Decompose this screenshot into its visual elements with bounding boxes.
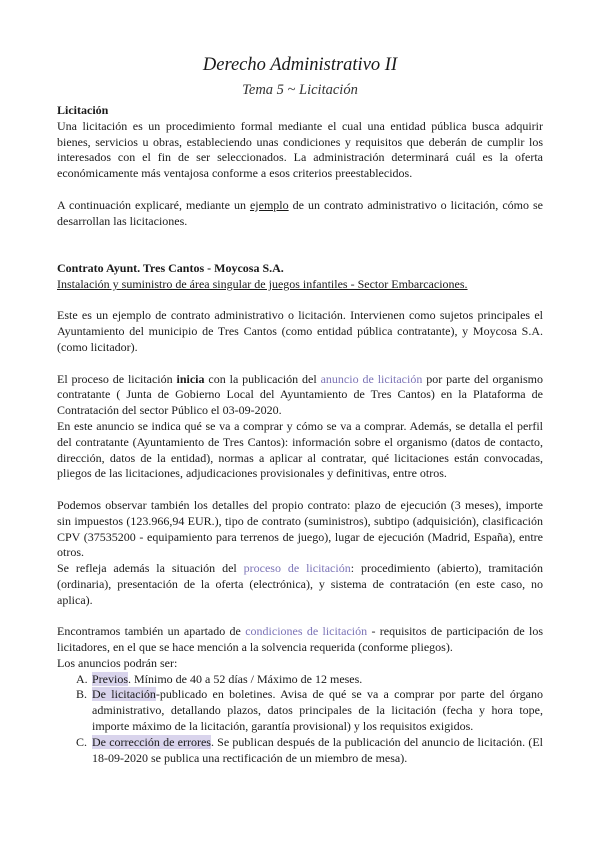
text-run: - requisitos de participación de los licitadores, en el que se hace mención a la solvencia requerida (conforme pliegos). bbox=[57, 624, 544, 655]
highlighted-term: De corrección de errores bbox=[92, 734, 211, 749]
document-title: Derecho Administrativo II bbox=[202, 55, 398, 75]
text-run: de un contrato administrativo o licitación, cómo se desarrollan las licitaciones. bbox=[57, 197, 543, 228]
text-run: con la publicación del bbox=[204, 371, 321, 386]
announcement-types-list bbox=[57, 672, 543, 767]
document-body bbox=[57, 103, 543, 766]
list-marker: B. bbox=[76, 687, 88, 702]
condiciones-licitacion-link[interactable]: condiciones de licitación bbox=[245, 624, 368, 639]
list-item bbox=[57, 672, 543, 688]
document-subtitle: Tema 5 ~ Licitación bbox=[242, 82, 358, 98]
proceso-licitacion-link[interactable]: proceso de licitación bbox=[243, 561, 351, 576]
list-item bbox=[57, 735, 543, 767]
list-item-text: . Se publican después de la publicación del anuncio de licitación. (El 18-09-2020 se publica una rectificación de un miembro de mesa). bbox=[92, 734, 544, 765]
text-run: A continuación explicaré, mediante un bbox=[57, 197, 250, 212]
text-run: por parte del organismo contratante ( Junta de Gobierno Local del Ayuntamiento de Tres Cantos) en la Plataforma de Contratación del sector Público el 03-09-2020. bbox=[57, 371, 543, 418]
paragraph-intro-example bbox=[57, 198, 543, 230]
list-marker: A. bbox=[76, 671, 88, 686]
list-item-text: -publicado en boletines. Avisa de qué se va a comprar por parte del órgano administrativo, detallando plazos, datos principales de la licitación (fecha y hora tope, importe máximo de la licitación, garantía provisional) y los requisitos exigidos. bbox=[92, 687, 543, 734]
list-marker: C. bbox=[76, 734, 88, 749]
list-intro: Los anuncios podrán ser: bbox=[57, 655, 178, 670]
section-heading-licitacion: Licitación bbox=[57, 103, 109, 117]
highlighted-term: De licitación bbox=[92, 687, 156, 702]
paragraph-announcement: En este anuncio se indica qué se va a comprar y cómo se va a comprar. Además, se detalla el perfil del contratante (Ayuntamiento de Tres Cantos): información sobre el organismo (datos de contacto, dirección, datos de la entidad), normas a aplicar al contratar, qué licitaciones están convocadas, pliegos de las licitaciones, adjudicaciones provisionales y definitivas, entre otros. bbox=[57, 418, 543, 481]
text-run: : procedimiento (abierto), tramitación (ordinaria), presentación de la oferta (electrónica), y sistema de contratación (en este caso, no aplica). bbox=[57, 561, 544, 607]
paragraph-subjects: Este es un ejemplo de contrato administrativo o licitación. Intervienen como sujetos principales el Ayuntamiento del municipio de Tres Cantos (como entidad pública contratante), y Moycosa S.A. (como licitador). bbox=[57, 308, 543, 354]
text-run: Se refleja además la situación del bbox=[57, 561, 244, 576]
list-item-text: . Mínimo de 40 a 52 días / Máximo de 12 meses. bbox=[128, 671, 363, 686]
contract-heading: Contrato Ayunt. Tres Cantos - Moycosa S.A. bbox=[57, 260, 284, 275]
paragraph-process-status bbox=[57, 561, 543, 608]
paragraph-definition: Una licitación es un procedimiento formal mediante el cual una entidad pública busca adquirir bienes, servicios u obras, estableciendo unas condiciones y requisitos que deberán de cumplir los interesados con el fin de ser seleccionados. La administración determinará cuál es la oferta económicamente más ventajosa conforme a esos criterios preestablecidos. bbox=[57, 118, 543, 181]
bold-term: inicia bbox=[176, 371, 205, 386]
paragraph-conditions bbox=[57, 624, 543, 656]
paragraph-process-start bbox=[57, 372, 543, 419]
anuncio-licitacion-link[interactable]: anuncio de licitación bbox=[320, 371, 423, 386]
list-item bbox=[57, 687, 543, 734]
highlighted-term: Previos bbox=[92, 671, 128, 686]
paragraph-contract-details: Podemos observar también los detalles del propio contrato: plazo de ejecución (3 meses), importe sin impuestos (123.966,94 EUR.), tipo de contrato (suministros), subtipo (adquisición), clasificación CPV (37535200 - equipamiento para terrenos de juego), lugar de ejecución (Madrid, España), entre otros. bbox=[57, 497, 543, 560]
text-run: El proceso de licitación bbox=[57, 371, 177, 386]
ejemplo-link[interactable]: ejemplo bbox=[249, 197, 289, 212]
contract-subheading: Instalación y suministro de área singular de juegos infantiles - Sector Embarcaciones. bbox=[57, 276, 468, 291]
text-run: Encontramos también un apartado de bbox=[57, 624, 246, 639]
